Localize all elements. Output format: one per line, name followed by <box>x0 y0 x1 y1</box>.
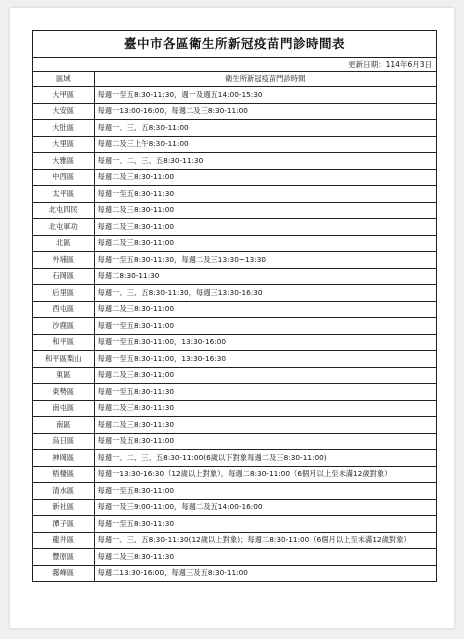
district-cell: 大雅區 <box>33 153 94 170</box>
hours-cell: 每週一及五8:30-11:00 <box>94 433 436 450</box>
table-row <box>33 499 436 516</box>
district-cell: 梧棲區 <box>33 466 94 483</box>
hours-cell: 每週二及三8:30-11:00 <box>94 235 436 252</box>
district-cell: 北屯四民 <box>33 202 94 219</box>
district-cell: 大安區 <box>33 103 94 120</box>
hours-cell: 每週二及三上午8:30-11:00 <box>94 136 436 153</box>
table-row <box>33 351 436 368</box>
table-row <box>33 400 436 417</box>
table-header-row <box>33 72 436 87</box>
district-cell: 外埔區 <box>33 252 94 269</box>
hours-cell: 每週一至五8:30-11:30 <box>94 384 436 401</box>
district-cell: 南區 <box>33 417 94 434</box>
schedule-sheet <box>32 30 437 582</box>
district-cell: 霧峰區 <box>33 565 94 581</box>
hours-cell: 每週一至五8:30-11:30，週一及週五14:00-15:30 <box>94 87 436 104</box>
table-row <box>33 483 436 500</box>
table-row <box>33 565 436 581</box>
district-cell: 新社區 <box>33 499 94 516</box>
hours-cell: 每週二及三8:30-11:00 <box>94 202 436 219</box>
document-title: 臺中市各區衛生所新冠疫苗門診時間表 <box>33 31 436 58</box>
table-row <box>33 120 436 137</box>
hours-cell: 每週一至五8:30-11:30，每週二及三13:30~13:30 <box>94 252 436 269</box>
district-cell: 大肚區 <box>33 120 94 137</box>
table-row <box>33 417 436 434</box>
hours-cell: 每週二及三8:30-11:30 <box>94 400 436 417</box>
district-cell: 龍井區 <box>33 532 94 549</box>
table-row <box>33 252 436 269</box>
header-district: 區域 <box>33 72 94 87</box>
table-row <box>33 235 436 252</box>
table-row <box>33 466 436 483</box>
hours-cell: 每週二8:30-11:30 <box>94 268 436 285</box>
district-cell: 大里區 <box>33 136 94 153</box>
hours-cell: 每週二13:30-16:00，每週三及五8:30-11:00 <box>94 565 436 581</box>
district-cell: 南屯區 <box>33 400 94 417</box>
table-row <box>33 549 436 566</box>
district-cell: 西屯區 <box>33 301 94 318</box>
hours-cell: 每週一至五8:30-11:00 <box>94 318 436 335</box>
header-hours: 衛生所新冠疫苗門診時間 <box>94 72 436 87</box>
hours-cell: 每週一至五8:30-11:00，13:30-16:30 <box>94 351 436 368</box>
hours-cell: 每週一、三、五8:30-11:30，每週三13:30-16:30 <box>94 285 436 302</box>
district-cell: 豐原區 <box>33 549 94 566</box>
district-cell: 中西區 <box>33 169 94 186</box>
hours-cell: 每週二及三8:30-11:30 <box>94 549 436 566</box>
hours-cell: 每週二及三8:30-11:00 <box>94 367 436 384</box>
hours-cell: 每週一13:30-16:30（12歲以上對象），每週二8:30-11:00（6個月以上至未滿12歲對象） <box>94 466 436 483</box>
hours-cell: 每週一13:00-16:00，每週二及三8:30-11:00 <box>94 103 436 120</box>
hours-cell: 每週一至五8:30-11:00 <box>94 483 436 500</box>
hours-cell: 每週一至五8:30-11:30 <box>94 186 436 203</box>
table-row <box>33 532 436 549</box>
hours-cell: 每週一、三、五8:30-11:30(12歲以上對象)；每週二8:30-11:00（6個月以上至未滿12歲對象） <box>94 532 436 549</box>
district-cell: 東勢區 <box>33 384 94 401</box>
schedule-table <box>33 72 436 581</box>
table-row <box>33 87 436 104</box>
hours-cell: 每週二及三8:30-11:00 <box>94 301 436 318</box>
table-row <box>33 219 436 236</box>
hours-cell: 每週一及三9:00-11:00，每週二及五14:00-16:00 <box>94 499 436 516</box>
district-cell: 和平區 <box>33 334 94 351</box>
table-row <box>33 450 436 467</box>
document-page <box>10 8 454 628</box>
table-row <box>33 433 436 450</box>
table-row <box>33 103 436 120</box>
table-row <box>33 285 436 302</box>
table-row <box>33 169 436 186</box>
table-row <box>33 367 436 384</box>
district-cell: 大甲區 <box>33 87 94 104</box>
hours-cell: 每週二及三8:30-11:30 <box>94 417 436 434</box>
district-cell: 神岡區 <box>33 450 94 467</box>
district-cell: 北屯軍功 <box>33 219 94 236</box>
district-cell: 潭子區 <box>33 516 94 533</box>
table-row <box>33 384 436 401</box>
hours-cell: 每週一、二、三、五8:30-11:00(6歲以下對象每週二及三8:30-11:00) <box>94 450 436 467</box>
district-cell: 和平區梨山 <box>33 351 94 368</box>
table-row <box>33 516 436 533</box>
district-cell: 石岡區 <box>33 268 94 285</box>
table-row <box>33 186 436 203</box>
hours-cell: 每週一、二、三、五8:30-11:30 <box>94 153 436 170</box>
hours-cell: 每週二及三8:30-11:00 <box>94 219 436 236</box>
hours-cell: 每週一、三、五8:30-11:00 <box>94 120 436 137</box>
table-row <box>33 153 436 170</box>
table-row <box>33 268 436 285</box>
hours-cell: 每週二及三8:30-11:00 <box>94 169 436 186</box>
district-cell: 后里區 <box>33 285 94 302</box>
table-row <box>33 318 436 335</box>
district-cell: 東區 <box>33 367 94 384</box>
district-cell: 北區 <box>33 235 94 252</box>
hours-cell: 每週一至五8:30-11:00，13:30-16:00 <box>94 334 436 351</box>
updated-date: 更新日期：114年6月3日 <box>33 58 436 72</box>
hours-cell: 每週一至五8:30-11:30 <box>94 516 436 533</box>
table-row <box>33 202 436 219</box>
district-cell: 烏日區 <box>33 433 94 450</box>
district-cell: 清水區 <box>33 483 94 500</box>
district-cell: 沙鹿區 <box>33 318 94 335</box>
table-row <box>33 334 436 351</box>
table-row <box>33 136 436 153</box>
district-cell: 太平區 <box>33 186 94 203</box>
table-row <box>33 301 436 318</box>
